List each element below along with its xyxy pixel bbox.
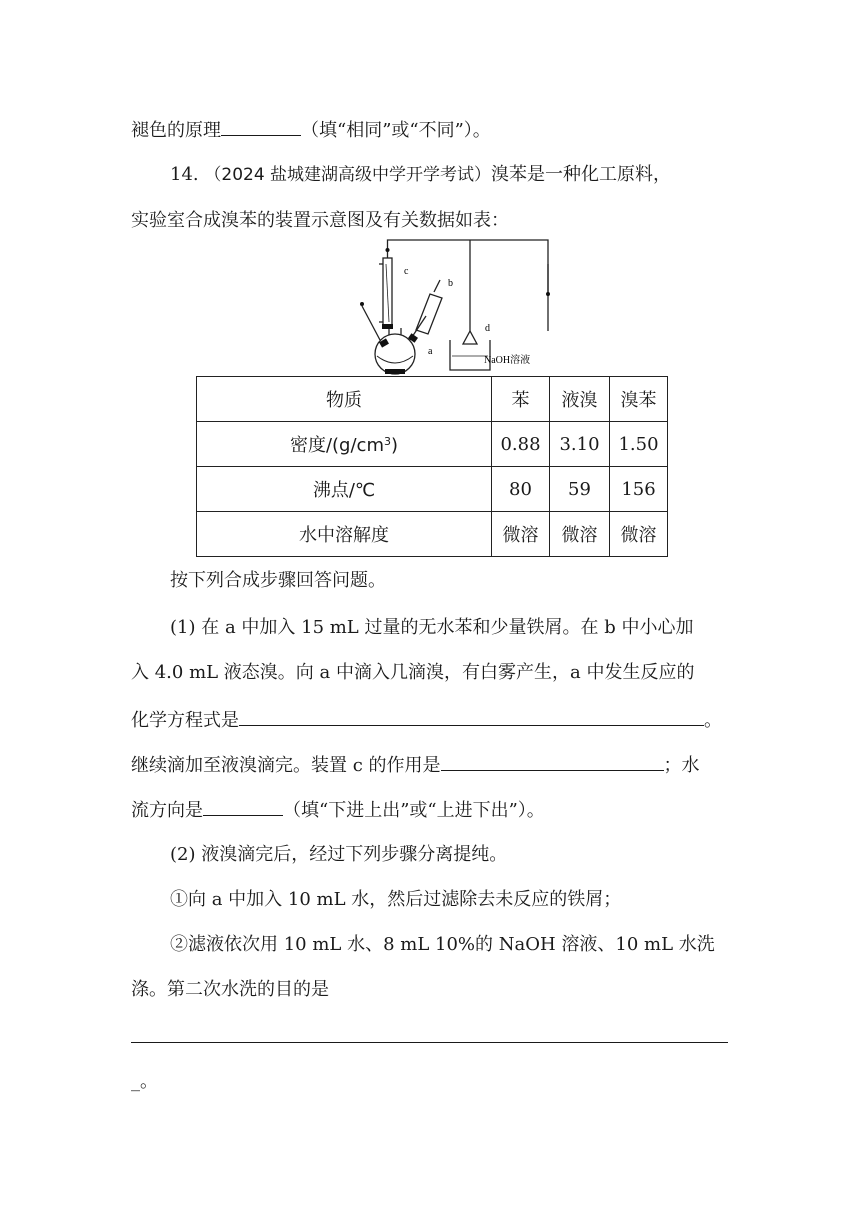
table-cell: 1.50: [610, 422, 668, 467]
answer-line-end: [131, 1070, 158, 1094]
intro-line: [170, 569, 386, 593]
table-cell: 0.88: [492, 422, 550, 467]
table-cell: 59: [550, 467, 610, 512]
question-text-1: 溴苯是一种化工原料，: [491, 164, 672, 185]
table-row: [197, 422, 668, 467]
step-2-text-continued: 涤。第二次水洗的目的是: [131, 979, 329, 1000]
table-row: [197, 512, 668, 557]
part-1-text-1: (1) 在 a 中加入 15 mL 过量的无水苯和少量铁屑。在 b 中小心加: [170, 617, 694, 638]
apparatus-diagram: [350, 236, 555, 376]
part-2-line-1: [170, 843, 507, 867]
header-substance: 物质: [197, 377, 492, 422]
table-cell: 3.10: [550, 422, 610, 467]
row-label: 密度$/(g/cm^3)$: [197, 422, 492, 467]
question-source: （2024 盐城建湖高级中学开学考试）: [204, 165, 492, 185]
label-d: d: [485, 323, 490, 334]
question-14-line-1: [170, 163, 671, 187]
part-1-line-4: 继续滴加至液溴滴完。装置 c 的作用是 ；水: [131, 752, 700, 778]
table-row: [197, 467, 668, 512]
line-1-note: （填“相同”或“不同”）。: [301, 120, 491, 141]
answer-blank-principle[interactable]: [221, 117, 301, 136]
condenser-stopper: [382, 324, 393, 329]
label-b: b: [448, 278, 453, 289]
part-1-line-1: [170, 616, 693, 640]
data-table: [196, 376, 668, 557]
question-14-line-2: [131, 209, 509, 233]
table-header-row: [197, 377, 668, 422]
step-2: [170, 933, 715, 957]
heater: [385, 369, 405, 374]
part-1-text-5: 流方向是: [131, 800, 203, 821]
line-1-text: 褪色的原理: [131, 120, 221, 141]
step-1-text: ①向 a 中加入 10 mL 水，然后过滤除去未反应的铁屑；: [170, 889, 622, 910]
question-number: 14.: [170, 164, 199, 185]
label-naoh: NaOH溶液: [484, 355, 531, 366]
answer-line-wash-purpose[interactable]: [131, 1042, 728, 1043]
step-1: [170, 888, 621, 912]
step-2-text: ②滤液依次用 10 mL 水、8 mL 10%的 NaOH 溶液、10 mL 水洗: [170, 934, 715, 955]
part-2-text-1: (2) 液溴滴完后，经过下列步骤分离提纯。: [170, 844, 508, 865]
part-1-line-2: [131, 661, 694, 685]
header-bromobenzene: 溴苯: [610, 377, 668, 422]
answer-blank-condenser-role[interactable]: [441, 752, 664, 771]
label-c: c: [404, 266, 409, 277]
question-text-2: 实验室合成溴苯的装置示意图及有关数据如表：: [131, 210, 509, 231]
table-cell: 80: [492, 467, 550, 512]
table-cell: 微溶: [550, 512, 610, 557]
answer-blank-water-flow[interactable]: [203, 797, 283, 816]
answer-line-end-text: _。: [131, 1071, 158, 1092]
part-1-line-5: 流方向是 （填“下进上出”或“上进下出”）。: [131, 797, 545, 823]
answer-blank-equation[interactable]: [239, 707, 704, 726]
intro-text: 按下列合成步骤回答问题。: [170, 570, 386, 591]
label-a: a: [428, 346, 433, 357]
flask-a: [375, 334, 415, 374]
part-1-line-3: 化学方程式是 。: [131, 707, 722, 733]
header-bromine: 液溴: [550, 377, 610, 422]
step-2-continued: [131, 978, 329, 1002]
header-benzene: 苯: [492, 377, 550, 422]
part-1-text-3: 化学方程式是: [131, 710, 239, 731]
dropping-funnel-b: [416, 294, 442, 334]
table-cell: 微溶: [492, 512, 550, 557]
line-1: [131, 117, 491, 143]
row-label: 沸点/℃: [197, 467, 492, 512]
row-label: 水中溶解度: [197, 512, 492, 557]
part-1-text-4: 继续滴加至液溴滴完。装置 c 的作用是: [131, 755, 441, 776]
table-cell: 156: [610, 467, 668, 512]
table-cell: 微溶: [610, 512, 668, 557]
part-1-text-2: 入 4.0 mL 液态溴。向 a 中滴入几滴溴，有白雾产生，a 中发生反应的: [131, 662, 695, 683]
